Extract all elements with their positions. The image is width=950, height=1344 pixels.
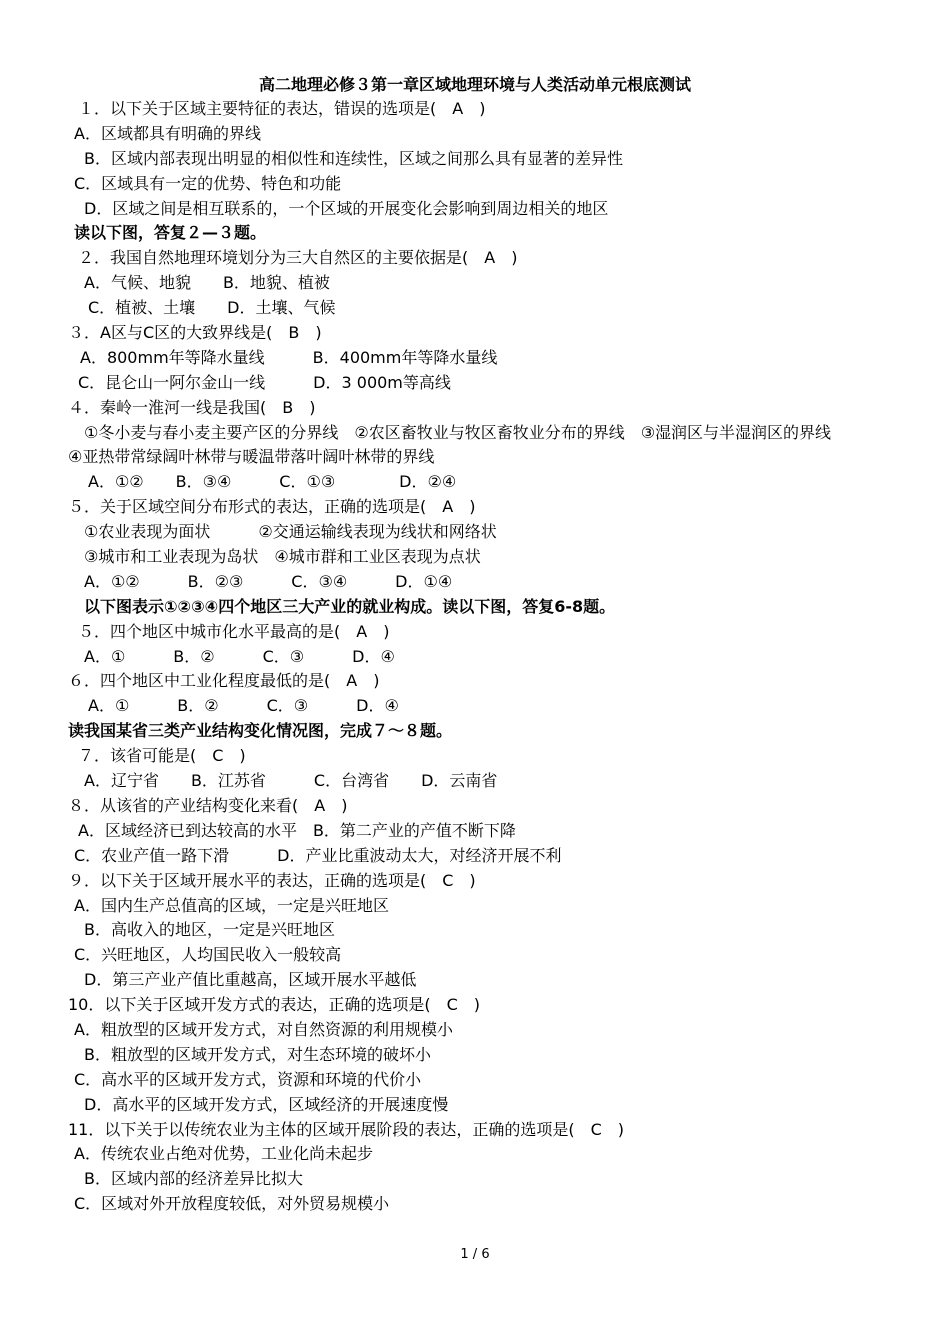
question-line: 11．以下关于以传统农业为主体的区域开展阶段的表达，正确的选项是( C ): [68, 1119, 625, 1139]
question-line: ④亚热带常绿阔叶林带与暖温带落叶阔叶林带的界线: [68, 447, 435, 467]
question-line: ２．我国自然地理环境划分为三大自然区的主要依据是( A ): [78, 248, 518, 268]
question-line: D．区域之间是相互联系的，一个区域的开展变化会影响到周边相关的地区: [84, 198, 609, 218]
question-line: A．气候、地貌 B．地貌、植被: [84, 273, 330, 293]
question-line: C．区域具有一定的优势、特色和功能: [74, 173, 342, 193]
question-line: ①农业表现为面状 ②交通运输线表现为线状和网络状: [84, 522, 497, 542]
question-line: A．①② B．②③ C．③④ D．①④: [84, 571, 453, 591]
question-line: C．兴旺地区，人均国民收入一般较高: [74, 945, 342, 965]
question-line: A．粗放型的区域开发方式，对自然资源的利用规模小: [74, 1019, 453, 1039]
question-line: C．农业产值一路下滑 D．产业比重波动太大，对经济开展不利: [74, 845, 562, 865]
question-line: B．区域内部表现出明显的相似性和连续性，区域之间那么具有显著的差异性: [84, 148, 623, 168]
question-line: A．区域都具有明确的界线: [74, 123, 261, 143]
question-line: C．昆仑山一阿尔金山一线 D．3 000m等高线: [78, 372, 451, 392]
section-instruction: 读以下图，答复２—３题。: [74, 223, 267, 243]
question-line: ４．秦岭一淮河一线是我国( B ): [68, 397, 316, 417]
document-title: 高二地理必修３第一章区域地理环境与人类活动单元根底测试: [258, 75, 691, 94]
question-line: D．高水平的区域开发方式，区域经济的开展速度慢: [84, 1094, 449, 1114]
question-line: ７．该省可能是( C ): [78, 746, 246, 766]
question-line: 10．以下关于区域开发方式的表达，正确的选项是( C ): [68, 995, 481, 1015]
section-instruction: 读我国某省三类产业结构变化情况图，完成７～８题。: [68, 721, 453, 741]
question-line: ５．四个地区中城市化水平最高的是( A ): [78, 621, 390, 641]
question-line: A．区域经济已到达较高的水平 B．第二产业的产值不断下降: [78, 820, 516, 840]
question-line: A．辽宁省 B．江苏省 C．台湾省 D．云南省: [84, 771, 498, 791]
question-line: ①冬小麦与春小麦主要产区的分界线 ②农区畜牧业与牧区畜牧业分布的界线 ③湿润区与半湿润区的界线: [84, 422, 832, 442]
question-line: ８．从该省的产业结构变化来看( A ): [68, 795, 348, 815]
question-line: C．植被、土壤 D．土壤、气候: [88, 298, 336, 318]
document-body: [0, 97, 950, 1217]
question-line: A．国内生产总值高的区域，一定是兴旺地区: [74, 895, 389, 915]
question-line: A．① B．② C．③ D．④: [88, 696, 399, 716]
question-line: C．区域对外开放程度较低，对外贸易规模小: [74, 1194, 390, 1214]
question-line: ９．以下关于区域开展水平的表达，正确的选项是( C ): [68, 870, 476, 890]
question-line: D．第三产业产值比重越高，区域开展水平越低: [84, 970, 417, 990]
question-line: B．区域内部的经济差异比拟大: [84, 1169, 303, 1189]
question-line: ６．四个地区中工业化程度最低的是( A ): [68, 671, 380, 691]
question-line: ５．关于区域空间分布形式的表达，正确的选项是( A ): [68, 497, 476, 517]
question-line: １．以下关于区域主要特征的表达，错误的选项是( A ): [78, 99, 486, 118]
page-number: 1 / 6: [460, 1247, 490, 1262]
question-line: B．高收入的地区，一定是兴旺地区: [84, 920, 335, 940]
question-line: A．传统农业占绝对优势，工业化尚未起步: [74, 1144, 373, 1164]
question-line: A．① B．② C．③ D．④: [84, 646, 395, 666]
question-line: A．①② B．③④ C．①③ D．②④: [88, 472, 457, 492]
question-line: ③城市和工业表现为岛状 ④城市群和工业区表现为点状: [84, 547, 481, 567]
section-instruction: 以下图表示①②③④四个地区三大产业的就业构成。读以下图，答复6-8题。: [84, 596, 616, 616]
question-line: B．粗放型的区域开发方式，对生态环境的破坏小: [84, 1044, 431, 1064]
question-line: A．800mm年等降水量线 B．400mm年等降水量线: [80, 347, 498, 367]
question-line: C．高水平的区域开发方式，资源和环境的代价小: [74, 1069, 422, 1089]
question-line: ３．A区与C区的大致界线是( B ): [68, 323, 322, 343]
